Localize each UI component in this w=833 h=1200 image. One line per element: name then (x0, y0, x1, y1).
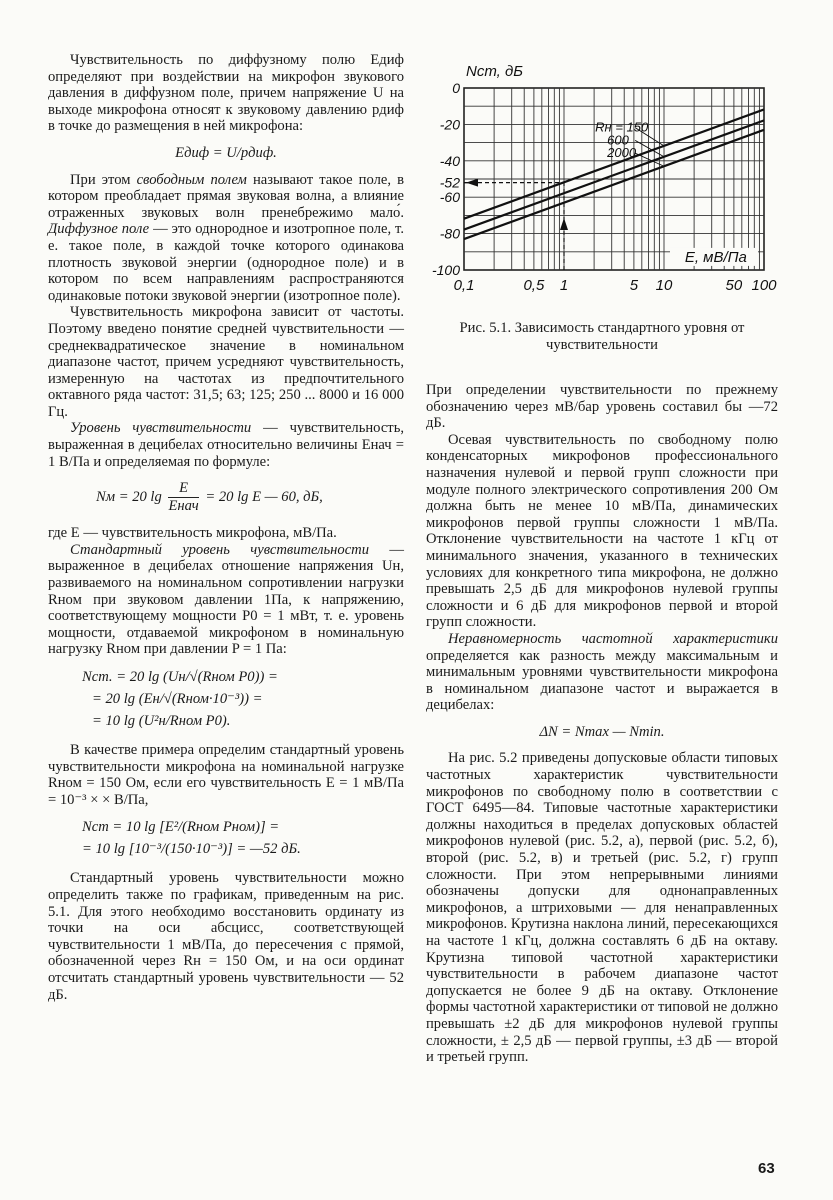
y-tick-label: -52 (439, 174, 460, 191)
formula-delta-n: ΔN = Nmax — Nmin. (539, 723, 665, 740)
x-tick-label: 0,1 (453, 277, 475, 294)
y-tick-label: -80 (439, 225, 460, 242)
series-label-150: Rн = 150 (595, 119, 649, 135)
left-column (48, 52, 404, 1003)
x-tick-label: 100 (751, 277, 777, 294)
paragraph: Чувствительность по диффузному полю Eдиф определяют при воздействии на микрофон звукового давления в диффузном поле, причем напряжение U на выходе микрофона относят к звуковому давлению pдиф в точке до размещения в ней микрофона: (48, 52, 404, 135)
paragraph: На рис. 5.2 приведены допусковые области типовых частотных характеристик чувствительности микрофонов по свободному полю в соответствии с ГОСТ 6495—84. Типовые частотные характеристики должны находиться в пределах допусковых областей микрофонов нулевой (рис. 5.2, а), первой (рис. 5.2, б), второй (рис. 5.2, в) и третьей (рис. 5.2, г) групп сложности. При этом непрерывными линиями обозначены допуски для однонаправленных микрофонов, а штриховыми — для ненаправленных микрофонов. Крутизна наклона линий, пересекающихся на частоте 1 кГц, должна составлять 6 дБ на октаву. Крутизна типовой частотной характеристики чувствительности в рабочем диапазоне частот допускается не более 9 дБ на октаву. Отклонение формы частотной характеристики от типовой не должно превышать ±2 дБ для микрофонов нулевой группы сложности, ± 2,5 дБ — первой группы, ±3 дБ — второй и третьей групп. (426, 750, 778, 1066)
figure-caption: Рис. 5.1. Зависимость стандартного уровня от чувствительности (459, 320, 745, 353)
series-label-600: 600 (607, 132, 629, 148)
x-tick-label: 1 (559, 277, 569, 294)
formula-nm: Nм = 20 lg $\frac{E}{\text{Eнач}}$ = 20 lg E — 60, дБ, (96, 480, 323, 515)
figure-5-1-chart (426, 58, 786, 308)
formula-nst: Nст. = 20 lg (Uн/√(Rном P0)) = = 20 lg (Eн/√(Rном·10⁻³)) = = 10 lg (U²н/Rном P0). (82, 669, 278, 729)
annotation-arrow (560, 218, 568, 230)
paragraph: Стандартный уровень чувствительности можно определить также по графикам, приведенным на рис. 5.1. Для этого необходимо восстановить ординату из точки на оси абсцисс, соответствующей чувствительности 1 мВ/Па, до пересечения с прямой, обозначенной через Rн = 150 Ом, и на оси ординат отсчитать стандартный уровень чувствительности — 52 дБ. (48, 870, 404, 1003)
x-tick-label: 10 (655, 277, 673, 294)
y-tick-label: 0 (452, 80, 460, 96)
y-tick-label: -60 (439, 189, 460, 206)
series-label-2000: 2000 (607, 145, 637, 161)
paragraph: Уровень чувствительности — чувствительность, выраженная в децибелах относительно величины Eнач = 1 В/Па и определяемая по формуле: (48, 420, 404, 470)
right-column (426, 382, 778, 1066)
formula-e-dif: Eдиф = U/pдиф. (175, 144, 277, 161)
paragraph: При определении чувствительности по прежнему обозначению через мВ/бар уровень составил бы —72 дБ. (426, 382, 778, 432)
paragraph: Стандартный уровень чувствительности — выраженное в децибелах отношение напряжения Uн, развиваемого на номинальном сопротивлении нагрузки Rном при звуковом давлении 1Па, к напряжению, соответствующему мощности P0 = 1 мВт, т. е. уровень мощности, отдаваемой микрофоном в номинальную нагрузку Rном при давлении P = 1 Па: (48, 541, 404, 658)
y-axis-label: Nст, дБ (466, 63, 524, 80)
chart-grid (464, 88, 764, 270)
y-tick-label: -40 (439, 152, 460, 169)
x-tick-label: 0,5 (523, 277, 545, 294)
x-tick-label: 5 (629, 277, 639, 294)
paragraph: В качестве примера определим стандартный уровень чувствительности микрофона на номинальной нагрузке Rном = 150 Ом, если его чувствительность E = 1 мВ/Па = 10⁻³ × × В/Па, (48, 742, 404, 808)
paragraph: Чувствительность микрофона зависит от частоты. Поэтому введено понятие средней чувствительности — среднеквадратическое значение в номинальном диапазоне частот, причем усредняют чувствительность, измеренную на частотах из предпочтительного октавного ряда частот: 31,5; 63; 125; 250 ... 8000 и 16 000 Гц. (48, 304, 404, 420)
annotation-arrow (466, 179, 478, 187)
paragraph: Осевая чувствительность по свободному полю конденсаторных микрофонов профессионального назначения нулевой и первой групп сложности при модуле полного электрического сопротивления 200 Ом должна быть не менее 10 мВ/Па, динамических микрофонов первой группы сложности 1 мВ/Па. Отклонение чувствительности на частоте 1 кГц от минимального значения, указанного в технических условиях для конкретного типа микрофона, не должно превышать 2,5 дБ для микрофонов нулевой группы сложности и 6 дБ для микрофонов первой и второй групп сложности. (426, 431, 778, 631)
page-number: 63 (758, 1160, 775, 1177)
y-tick-label: -20 (439, 116, 460, 133)
paragraph: При этом свободным полем называют такое поле, в котором преобладает прямая звуковая волна, а влияние отраженных звуковых волн пренебрежимо мало́. Диффузное поле — это однородное и изотропное поле, т. е. такое поле, в каждой точке которого одинакова плотность звуковой энергии (однородное поле) и в котором по всем направлениям распространяются одинаковые потоки звуковой энергии (изотропное поле). (48, 171, 404, 304)
paragraph: Неравномерность частотной характеристики определяется как разность между максимальным и минимальным уровнями чувствительности микрофона в номинальном диапазоне частот и выражается в децибелах: (426, 630, 778, 714)
x-axis-label: E, мВ/Па (684, 248, 747, 266)
y-tick-label: -100 (431, 262, 460, 278)
x-tick-label: 50 (725, 277, 743, 294)
formula-example: Nст = 10 lg [E²/(Rном Pном)] = = 10 lg [10⁻³/(150·10⁻³)] = —52 дБ. (82, 819, 301, 858)
paragraph: где E — чувствительность микрофона, мВ/Па. (48, 525, 337, 542)
